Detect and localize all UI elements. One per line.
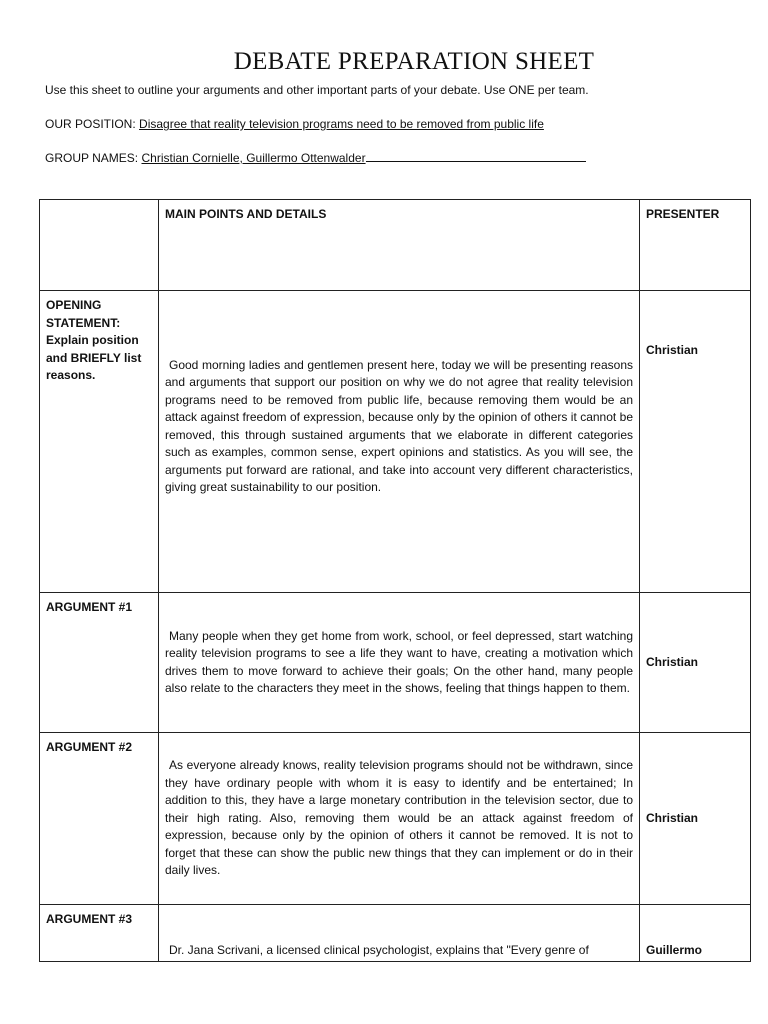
position-label: OUR POSITION: (45, 117, 136, 131)
row-text-argument-3: Dr. Jana Scrivani, a licensed clinical psychologist, explains that "Every genre of (159, 905, 640, 962)
table-row-argument-1 (40, 593, 751, 733)
row-label-opening: OPENING STATEMENT: Explain position and BRIEFLY list reasons. (40, 291, 159, 593)
position-value: Disagree that reality television programs need to be removed from public life (139, 117, 544, 131)
debate-table (39, 199, 751, 962)
row-text-argument-1: Many people when they get home from work, school, or feel depressed, start watching reality television programs to see a life they want to have, creating a motivation which drives them to move forward to achieve their goals; On the other hand, many people also relate to the characters they meet in the shows, feeling that things happen to them. (159, 593, 640, 733)
group-names-blank-line (366, 150, 586, 162)
row-label-argument-2: ARGUMENT #2 (40, 733, 159, 905)
table-header-row (40, 200, 751, 291)
row-presenter-opening (640, 291, 751, 593)
row-text-opening (159, 291, 640, 593)
position-line (45, 117, 544, 131)
row-presenter-opening-content: Christian (646, 342, 699, 357)
group-names-line (45, 150, 586, 165)
row-text-argument-2: As everyone already knows, reality television programs should not be withdrawn, since they have ordinary people with whom it is easy to identify and be entertained; In addition to this, they have a large monetary contribution in the television sector, due to their high rating. Also, removing them would be an attack against freedom of expression, because only by the opinion of others it cannot be removed. It is not to forget that these can show the public new things that they can implement or do in their daily lives. (159, 733, 640, 905)
group-names-value: Christian Cornielle, Guillermo Ottenwalder (141, 151, 366, 165)
table-row-opening (40, 291, 751, 593)
instructions-text: Use this sheet to outline your arguments and other important parts of your debate. Use ONE per team. (45, 83, 589, 97)
row-presenter-argument-3: Guillermo (640, 905, 751, 962)
row-presenter-argument-1: Christian (640, 593, 751, 733)
page-title: DEBATE PREPARATION SHEET (233, 48, 595, 75)
row-label-argument-3: ARGUMENT #3 (40, 905, 159, 962)
header-main-points: MAIN POINTS AND DETAILS (159, 200, 640, 291)
header-empty-cell (40, 200, 159, 291)
table-row-argument-3 (40, 905, 751, 962)
group-names-label: GROUP NAMES: (45, 151, 139, 165)
table-row-argument-2 (40, 733, 751, 905)
header-presenter: PRESENTER (640, 200, 751, 291)
row-presenter-argument-2: Christian (640, 733, 751, 905)
row-text-opening-content: Good morning ladies and gentlemen present here, today we will be presenting reasons and arguments that support our position on why we do not agree that reality television programs need to be removed from public life, because removing them would be an attack against freedom of expression, because only by the opinion of others it cannot be removed, this through sustained arguments that we elaborate in different categories such as examples, common sense, expert opinions and statistics. As you will see, the arguments put forward are rational, and take into account very different characteristics, giving great sustainability to our position. (165, 357, 633, 494)
row-label-argument-1: ARGUMENT #1 (40, 593, 159, 733)
